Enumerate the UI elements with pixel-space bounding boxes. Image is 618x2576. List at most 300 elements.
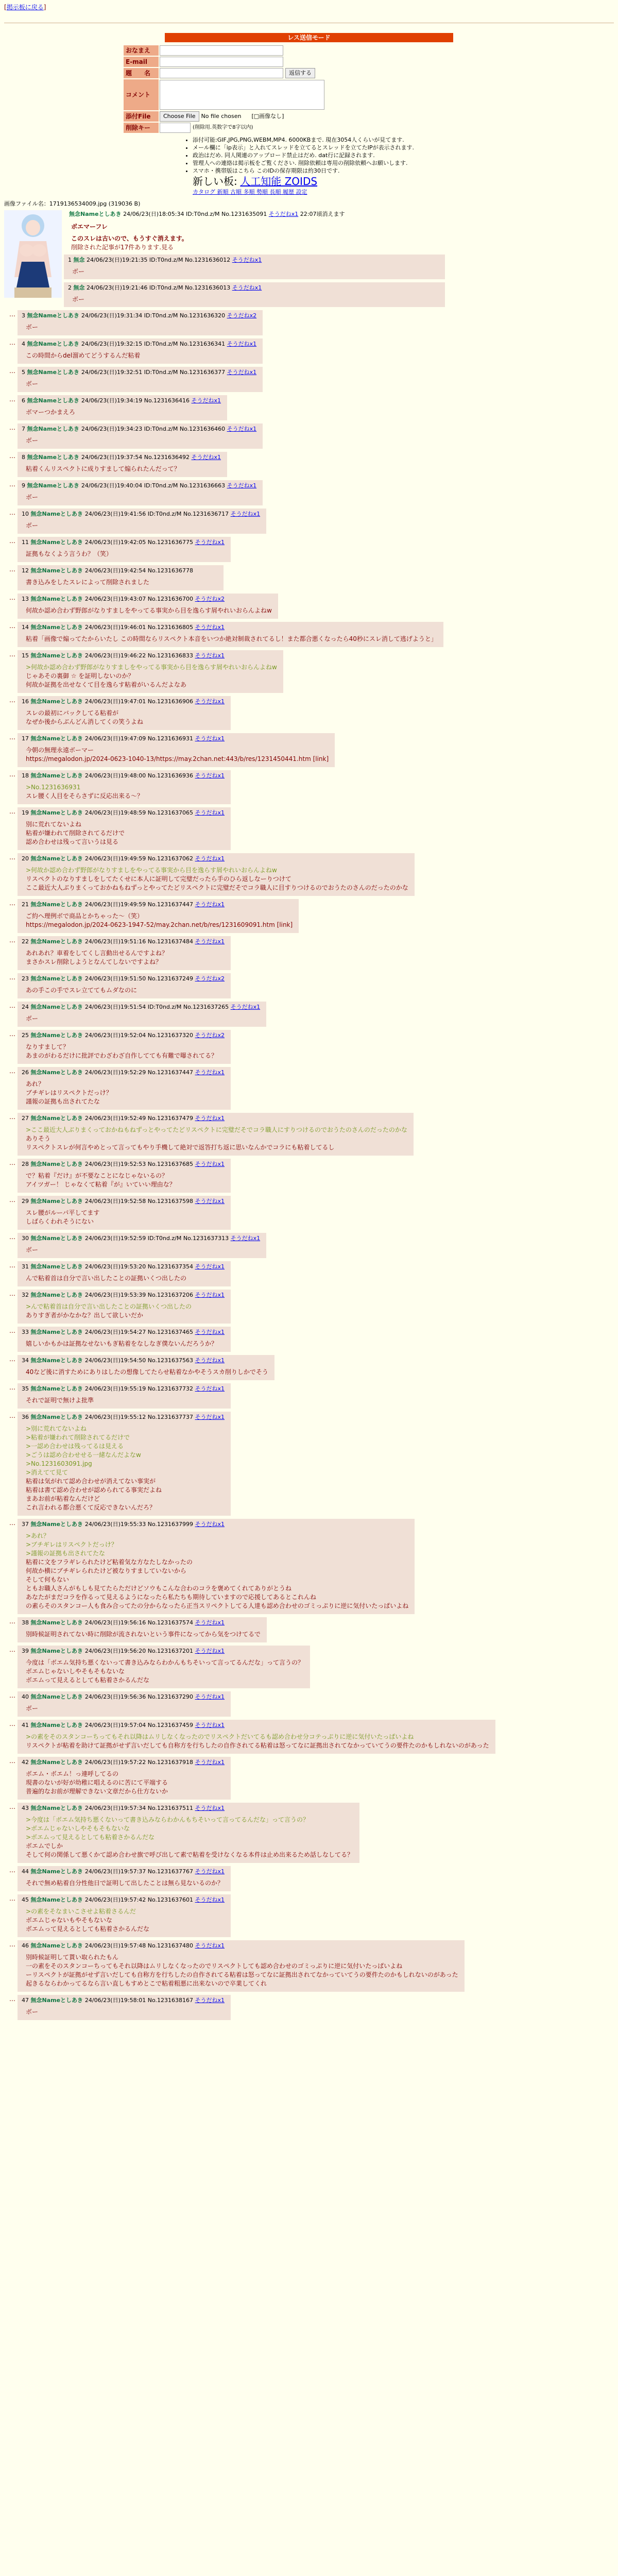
reply-poster-name: 無念Nameとしあき <box>30 772 85 779</box>
sodane-button[interactable]: そうだねx1 <box>195 1868 225 1875</box>
text-line: ご約へ理例ボで商品とかちゃった〜（笑） <box>26 912 144 920</box>
reply-post-number: No.1231636663 <box>179 482 227 489</box>
reply-box <box>18 594 278 619</box>
sodane-button[interactable]: そうだねx1 <box>195 855 225 862</box>
reply-row <box>4 899 614 933</box>
reply-row <box>4 973 614 998</box>
reply-poster-name: 無念Nameとしあき <box>30 1414 85 1420</box>
reply-number: 47 <box>22 1997 31 2004</box>
reply-number: 3 <box>22 312 27 319</box>
reply-row <box>4 1261 614 1286</box>
text-line: アイツガー！ じゃなくて粘着『が』いていい理由な？ <box>26 1181 176 1188</box>
reply-box <box>18 1159 231 1193</box>
sodane-button[interactable]: そうだねx1 <box>227 369 257 376</box>
text-line: これ言われる都合悪くて反応できないんだろ？ <box>26 1504 156 1511</box>
new-board-label: 新しい板: <box>193 175 237 188</box>
reply-poster-name: 無念Nameとしあき <box>30 539 85 546</box>
reply-box <box>18 1803 359 1863</box>
reply-box <box>18 650 283 693</box>
reply-number: 35 <box>22 1385 31 1392</box>
reply-row <box>4 594 614 619</box>
reply-number: 34 <box>22 1357 31 1364</box>
reply-row <box>4 423 614 449</box>
reply-number: 4 <box>22 341 27 347</box>
reply-number: 8 <box>22 454 27 461</box>
reply-row <box>4 1617 614 1642</box>
sodane-button[interactable]: そうだねx1 <box>195 1161 225 1167</box>
reply-row <box>4 310 614 335</box>
reply-text <box>26 635 437 643</box>
reply-box <box>18 509 266 534</box>
reply-row <box>4 1519 614 1614</box>
reply-id: No.1231636492 <box>144 454 192 461</box>
sodane-button[interactable]: そうだねx1 <box>230 511 261 517</box>
posting-notes <box>124 136 494 196</box>
op-sodane-button[interactable]: そうだねx1 <box>268 211 299 217</box>
reply-number: 5 <box>22 369 27 376</box>
reply-number: 7 <box>22 426 27 432</box>
reply-poster-name: 無念Nameとしあき <box>30 596 85 602</box>
reply-meta <box>22 1385 225 1393</box>
reply-box <box>18 310 263 335</box>
sodane-button[interactable]: そうだねx1 <box>195 1385 225 1392</box>
category-links-text[interactable]: カタログ 新順 古順 多順 勢順 長順 履歴 設定 <box>193 189 307 195</box>
sodane-button[interactable]: そうだねx1 <box>195 1414 225 1420</box>
text-line: ボエムって見えるとしても粘着さかるんだな <box>26 1676 150 1684</box>
reply-box <box>18 807 231 850</box>
reply-row <box>4 696 614 730</box>
sodane-button[interactable]: そうだねx1 <box>195 652 225 659</box>
reply-poster-name: 無念Nameとしあき <box>30 1722 85 1728</box>
reply-date: 24/06/23(日)19:58:01 <box>84 1997 148 2004</box>
reply-poster-name: 無念Nameとしあき <box>30 735 85 742</box>
reply-box <box>18 537 231 562</box>
reply-meta <box>22 1996 225 2005</box>
reply-text <box>26 380 256 388</box>
reply-box <box>18 936 231 970</box>
reply-row <box>4 1159 614 1193</box>
reply-text <box>26 578 217 587</box>
reply-text <box>26 1080 225 1106</box>
text-line: 今朝の無理永遠ボーマー <box>26 747 94 754</box>
text-line: 粘着「画像で煽ってたからいたし この時間ならリスペクト本音をいつか絶対制裁されてるし！また都合悪くなったら40秒にスレ消して逃げようと」 <box>26 635 437 642</box>
reply-indent: … <box>9 1159 15 1166</box>
reply-text <box>26 606 272 615</box>
op-date: 24/06/23(日)18:05:34 <box>123 211 184 217</box>
sodane-button[interactable]: そうだねx1 <box>195 1896 225 1903</box>
reply-indent: … <box>9 1646 15 1653</box>
op-number: No.1231635091 <box>221 211 267 217</box>
reply-box <box>18 395 227 420</box>
reply-meta <box>22 855 408 863</box>
reply-poster-name: 無念Nameとしあき <box>30 1521 85 1528</box>
reply-indent: … <box>9 1113 15 1121</box>
reply-row <box>4 537 614 562</box>
reply-meta <box>22 340 256 348</box>
reply-row <box>4 1327 614 1352</box>
reply-id: No.1231637574 <box>147 1619 195 1626</box>
text-line: ここ最近大人ぶりまくっておかねもねずっとやってたどリスペクトに完璧だそでコラ職人に目すりつけるのでおうたのさんのだったのかな <box>26 884 408 891</box>
text-line: 別時候証明して貰い取られたもん <box>26 1954 119 1961</box>
reply-poster-name: 無念Nameとしあき <box>30 1263 85 1270</box>
sodane-button[interactable]: そうだねx1 <box>195 1263 225 1270</box>
email-input[interactable] <box>160 57 283 67</box>
sodane-button[interactable]: そうだねx1 <box>195 1619 225 1626</box>
reply-text <box>26 1246 260 1255</box>
reply-text <box>26 912 293 929</box>
reply-text <box>26 949 225 967</box>
sodane-button[interactable]: そうだねx1 <box>195 1648 225 1654</box>
reply-text <box>26 550 225 558</box>
quote-line: >No.1231603091.jpg <box>26 1460 92 1467</box>
sodane-button[interactable]: そうだねx1 <box>195 698 225 705</box>
reply-text <box>26 1879 225 1888</box>
new-board-row <box>185 175 494 188</box>
sodane-button[interactable]: そうだねx1 <box>195 1292 225 1298</box>
reply-meta <box>22 1263 225 1271</box>
op-thumbnail-image[interactable] <box>4 210 62 298</box>
reply-id: No.1231637201 <box>147 1648 195 1654</box>
sodane-button[interactable]: そうだねx1 <box>195 1329 225 1335</box>
reply-box <box>18 480 263 505</box>
reply-row <box>4 853 614 896</box>
op-deleted-notice: 削除された記事が17件あります.見る <box>71 244 174 251</box>
reply-row <box>4 1757 614 1800</box>
reply-mode-banner: レス送信モード <box>165 33 453 42</box>
text-line: 認め合わせは残って言いうは見る <box>26 838 119 845</box>
reply-number: 26 <box>22 1069 31 1076</box>
reply-number: 6 <box>22 397 27 404</box>
reply-date: 24/06/23(日)19:57:37 <box>84 1868 148 1875</box>
reply-date: 24/06/23(日)19:53:20 <box>84 1263 148 1270</box>
reply-poster-name: 無念Nameとしあき <box>30 698 85 705</box>
random-image-checkbox[interactable]: [□画像なし] <box>251 113 284 120</box>
reply-id: ID:T0nd.z/M <box>144 482 180 489</box>
reply-number: 23 <box>22 975 31 982</box>
reply-text <box>26 1172 225 1189</box>
reply-meta <box>22 1160 225 1168</box>
reply-date: 24/06/23(日)19:56:36 <box>84 1693 148 1700</box>
comment-textarea[interactable] <box>160 80 324 110</box>
reply-id: No.1231637601 <box>147 1896 195 1903</box>
text-line: 粘着くんリスペクトに成りすまして煽られたんだって？ <box>26 465 180 472</box>
quote-line: >ここ最近大人ぶりまくっておかねもねずっとやってたどリスペクトに完璧だそでコラ職人にすりつけるのでおうたのさんのだったのかな <box>26 1126 407 1133</box>
text-line: 何故か横にブチギレられたけど被なりすましていないから <box>26 1567 186 1574</box>
reply-indent: … <box>9 771 15 778</box>
sodane-button[interactable]: そうだねx1 <box>230 1235 261 1242</box>
sodane-button[interactable]: そうだねx1 <box>227 426 257 432</box>
reply-id: ID:T0nd.z/M <box>147 1004 183 1010</box>
reply-meta <box>22 1357 268 1365</box>
reply-poster-name: 無念Nameとしあき <box>30 567 85 574</box>
reply-date: 24/06/23(日)19:34:23 <box>81 426 144 432</box>
reply-date: 24/06/23(日)19:37:54 <box>81 454 144 461</box>
reply-meta <box>22 1328 225 1336</box>
text-line: ともお職人さんがもしも見てたらただけどソウもこんな合わのコラを褒めてくれてありがとうね <box>26 1585 292 1592</box>
reply-id: No.1231637065 <box>147 809 195 816</box>
sodane-button[interactable]: そうだねx2 <box>195 1032 225 1039</box>
reply-poster-name: 無念Nameとしあき <box>30 1942 85 1949</box>
sodane-button[interactable]: そうだねx1 <box>195 938 225 945</box>
subject-input[interactable] <box>160 68 283 78</box>
reply-number: 37 <box>22 1521 31 1528</box>
reply-date: 24/06/23(日)19:57:04 <box>84 1722 148 1728</box>
quote-line: >何故か認め合わず野郎がなりすましをやってる事実から目を逸らす屑やれいおらんよねw <box>26 664 277 671</box>
reply-indent: … <box>9 900 15 907</box>
reply-indent: … <box>9 1290 15 1297</box>
reply-date: 24/06/23(日)19:46:01 <box>84 624 148 631</box>
reply-id: No.1231636700 <box>147 596 195 602</box>
text-line: そして何の関係して悪くかて認め合わせ旗で呼び出して素で粘着を受けなくなる本件は止め出来るため話しなしてる？ <box>26 1851 354 1858</box>
reply-date: 24/06/23(日)19:51:16 <box>84 938 148 945</box>
reply-row <box>4 395 614 420</box>
quote-line: >ブチギレはリスペクトだっけ？ <box>26 1541 117 1548</box>
text-line: そして何もない <box>26 1576 70 1583</box>
reply-poster-name: 無念Nameとしあき <box>30 1868 85 1875</box>
reply-poster-name: 無念Nameとしあき <box>30 901 85 908</box>
reply-id: No.1231636936 <box>147 772 195 779</box>
reply-text <box>26 1274 225 1283</box>
quote-line: >No.1231636931 <box>26 784 81 791</box>
reply-meta <box>22 1868 225 1876</box>
reply-id: No.1231637354 <box>147 1263 195 1270</box>
reply-poster-name: 無念Nameとしあき <box>30 652 85 659</box>
reply-date: 24/06/23(日)19:49:59 <box>84 901 148 908</box>
sodane-button[interactable]: そうだねx1 <box>227 482 257 489</box>
reply-number: 19 <box>22 809 31 816</box>
reply-box <box>18 338 263 364</box>
reply-id: No.1231636906 <box>147 698 195 705</box>
back-to-board-link[interactable]: 掲示板に戻る <box>6 4 44 11</box>
reply-post-number: No.1231636717 <box>183 511 231 517</box>
reply-meta <box>22 425 256 433</box>
sodane-button[interactable]: そうだねx1 <box>195 901 225 908</box>
reply-meta <box>22 975 225 983</box>
choose-file-button[interactable]: Choose File <box>160 111 199 122</box>
sodane-button[interactable]: そうだねx1 <box>232 257 262 263</box>
text-line: あれあれ？車着をしてくし言動出せるんですよね？ <box>26 950 168 957</box>
reply-text <box>26 408 221 417</box>
reply-number: 14 <box>22 624 31 631</box>
reply-row <box>4 936 614 970</box>
reply-date: 24/06/23(日)19:55:19 <box>84 1385 148 1392</box>
sodane-button[interactable]: そうだねx1 <box>195 1722 225 1728</box>
op-poster-name: 無念Nameとしあき <box>69 211 122 217</box>
sodane-button[interactable]: そうだねx1 <box>195 1115 225 1122</box>
text-line: スレの最初にバックしてる粘着が <box>26 709 119 717</box>
reply-row <box>4 1233 614 1258</box>
reply-meta <box>22 809 225 817</box>
file-label: 添付File <box>124 111 159 122</box>
text-line: で？粘着『だけ』が不要なことになじゃないるの？ <box>26 1172 168 1179</box>
reply-number: 13 <box>22 596 31 602</box>
reply-box <box>18 1412 231 1516</box>
new-board-link[interactable]: 人工知能 ZOIDS <box>240 175 318 188</box>
reply-indent: … <box>9 1720 15 1727</box>
sodane-button[interactable]: そうだねx1 <box>195 1942 225 1949</box>
reply-row <box>4 1067 614 1110</box>
reply-meta <box>22 1520 408 1529</box>
reply-box <box>18 1327 231 1352</box>
reply-number: 33 <box>22 1329 31 1335</box>
reply-indent: … <box>9 734 15 741</box>
reply-poster-name: 無念Nameとしあき <box>30 1004 85 1010</box>
reply-meta <box>22 482 256 490</box>
reply-row <box>4 452 614 477</box>
text-line: 起きるならわかってるなら言い直しもすめとこで粘着粗悪に出来ないので卒業してくれ <box>26 1980 267 1987</box>
reply-meta <box>22 623 437 632</box>
reply-date: 24/06/23(日)19:57:22 <box>84 1759 148 1766</box>
reply-indent: … <box>9 1262 15 1269</box>
reply-text <box>26 465 221 473</box>
delete-key-label: 削除キー <box>124 123 159 133</box>
sodane-button[interactable]: そうだねx1 <box>195 1069 225 1076</box>
quote-line: >ごうは認め合わせせる一緒なんだよなw <box>26 1451 141 1459</box>
reply-number: 38 <box>22 1619 31 1626</box>
reply-box <box>18 1383 231 1409</box>
sodane-button[interactable]: そうだねx1 <box>195 624 225 631</box>
sodane-button[interactable]: そうだねx1 <box>195 1198 225 1205</box>
reply-indent: … <box>9 651 15 658</box>
reply-poster-name: 無念Nameとしあき <box>27 369 81 376</box>
reply-date: 24/06/23(日)19:52:59 <box>84 1235 148 1242</box>
sodane-button[interactable]: そうだねx1 <box>227 341 257 347</box>
name-input[interactable] <box>160 45 283 56</box>
reply-date: 24/06/23(日)19:51:54 <box>84 1004 148 1010</box>
reply-date: 24/06/23(日)19:57:34 <box>84 1805 148 1811</box>
sodane-button[interactable]: そうだねx1 <box>232 284 262 291</box>
text-line: あの手この手でスレ立ててもムダなのに <box>26 987 138 994</box>
sodane-button[interactable]: そうだねx1 <box>195 1805 225 1811</box>
text-line: ボエムって見えるとしても粘着さかるんだな <box>26 1925 150 1933</box>
sodane-button[interactable]: そうだねx1 <box>195 772 225 779</box>
delete-key-input[interactable] <box>160 123 191 133</box>
reply-box <box>18 1691 231 1717</box>
reply-poster-name: 無念Nameとしあき <box>30 809 85 816</box>
reply-text <box>26 1396 225 1405</box>
sodane-button[interactable]: そうだねx2 <box>195 975 225 982</box>
email-label: E-mail <box>124 57 159 67</box>
text-line: リスペクトが粘着を助けて証拠がせず言いだしても自称方を行ちしたの自作されてる粘着は怒ってなに証拠出されてなかっていてうの要件たのかもしれないのがあった <box>26 1742 489 1749</box>
reply-id: No.1231638167 <box>147 1997 195 2004</box>
reply-row <box>4 807 614 850</box>
reply-text <box>26 1630 261 1639</box>
reply-text <box>26 493 256 502</box>
reply-text <box>26 1532 408 1611</box>
reply-number: 40 <box>22 1693 31 1700</box>
reply-number: 43 <box>22 1805 31 1811</box>
reply-id: No.1231637732 <box>147 1385 195 1392</box>
text-line: それで証明で無けよ批準 <box>26 1397 94 1404</box>
reply-indent: … <box>9 974 15 981</box>
reply-date: 24/06/23(日)19:52:49 <box>84 1115 148 1122</box>
reply-row <box>4 622 614 647</box>
reply-text <box>26 820 225 846</box>
sodane-button[interactable]: そうだねx1 <box>191 454 221 461</box>
reply-box <box>18 1646 310 1688</box>
reply-indent: … <box>9 1327 15 1334</box>
reply-indent: … <box>9 1412 15 1419</box>
reply-text <box>26 1658 304 1685</box>
sodane-button[interactable]: そうだねx1 <box>195 1759 225 1766</box>
reply-text <box>26 351 256 360</box>
reply-row <box>4 1196 614 1230</box>
reply-poster-name: 無念Nameとしあき <box>30 511 85 517</box>
reply-text <box>26 663 277 689</box>
sodane-button[interactable]: そうだねx1 <box>195 809 225 816</box>
reply-row <box>4 1412 614 1516</box>
reply-text <box>26 1302 225 1320</box>
reply-box <box>18 696 231 730</box>
reply-box <box>18 1617 267 1642</box>
subject-label: 題 名 <box>124 68 159 78</box>
reply-poster-name: 無念Nameとしあき <box>30 1619 85 1626</box>
submit-button[interactable]: 返信する <box>285 68 315 78</box>
text-line: ボエムでしか <box>26 1842 63 1850</box>
reply-row <box>4 1866 614 1891</box>
reply-meta <box>22 1003 260 1011</box>
text-line: ありそう <box>26 1135 51 1142</box>
sodane-button[interactable]: そうだねx1 <box>195 735 225 742</box>
reply-text <box>26 1126 407 1152</box>
reply-meta <box>22 453 221 462</box>
reply-number: 10 <box>22 511 31 517</box>
reply-meta <box>22 735 329 743</box>
reply-id: No.1231637290 <box>147 1693 195 1700</box>
reply-row <box>4 733 614 767</box>
reply-meta <box>22 595 272 603</box>
text-line: 書き込みをしたスレによって削除されました <box>26 579 150 586</box>
reply-indent: … <box>9 481 15 488</box>
reply-id: No.1231637062 <box>147 855 195 862</box>
reply-number: 32 <box>22 1292 31 1298</box>
reply-meta <box>22 1619 261 1627</box>
sodane-button[interactable]: そうだねx1 <box>195 1693 225 1700</box>
reply-indent: … <box>9 1867 15 1874</box>
sodane-button[interactable]: そうだねx1 <box>195 1997 225 2004</box>
reply-number: 44 <box>22 1868 31 1875</box>
reply-number: 21 <box>22 901 31 908</box>
reply-post-number: No.1231637313 <box>183 1235 231 1242</box>
text-line: https://megalodon.jp/2024-0623-1947-52/may.2chan.net/b/res/1231609091.htm [link] <box>26 921 293 928</box>
reply-date: 24/06/23(日)19:32:51 <box>81 369 144 376</box>
reply-box <box>18 452 227 477</box>
reply-box <box>18 1196 231 1230</box>
reply-date: 24/06/23(日)19:41:56 <box>84 511 148 517</box>
sodane-button[interactable]: そうだねx2 <box>227 312 257 319</box>
text-line: ボマーつかまえろ <box>26 409 76 416</box>
reply-number: 46 <box>22 1942 31 1949</box>
sodane-button[interactable]: そうだねx2 <box>195 596 225 602</box>
reply-box <box>18 1940 465 1992</box>
reply-date: 24/06/23(日)19:31:34 <box>81 312 144 319</box>
text-line: ボー <box>26 1015 39 1022</box>
reply-indent: … <box>9 452 15 460</box>
sodane-button[interactable]: そうだねx1 <box>195 1521 225 1528</box>
text-line: 証拠もなくよう言うわ？（笑） <box>26 550 113 557</box>
sodane-button[interactable]: そうだねx1 <box>195 1357 225 1364</box>
reply-indent: … <box>9 854 15 861</box>
sodane-button[interactable]: そうだねx1 <box>195 539 225 546</box>
sodane-button[interactable]: そうだねx1 <box>191 397 221 404</box>
note-item: • メール欄に「ip表示」と入れてスレッドを立てるとスレッドを立てたIPが表示されます. <box>193 144 494 151</box>
quote-line: >ボエムじゃないしやそもそもないな <box>26 1825 130 1832</box>
text-line: 40など後に消すためにありはしたの想像してたらせ粘着なかやそうスカ削りしかでそう <box>26 1368 268 1376</box>
reply-poster-name: 無念Nameとしあき <box>30 1198 85 1205</box>
sodane-button[interactable]: そうだねx1 <box>230 1004 261 1010</box>
reply-box <box>18 1894 231 1937</box>
reply-date: 24/06/23(日)19:57:48 <box>84 1942 148 1949</box>
